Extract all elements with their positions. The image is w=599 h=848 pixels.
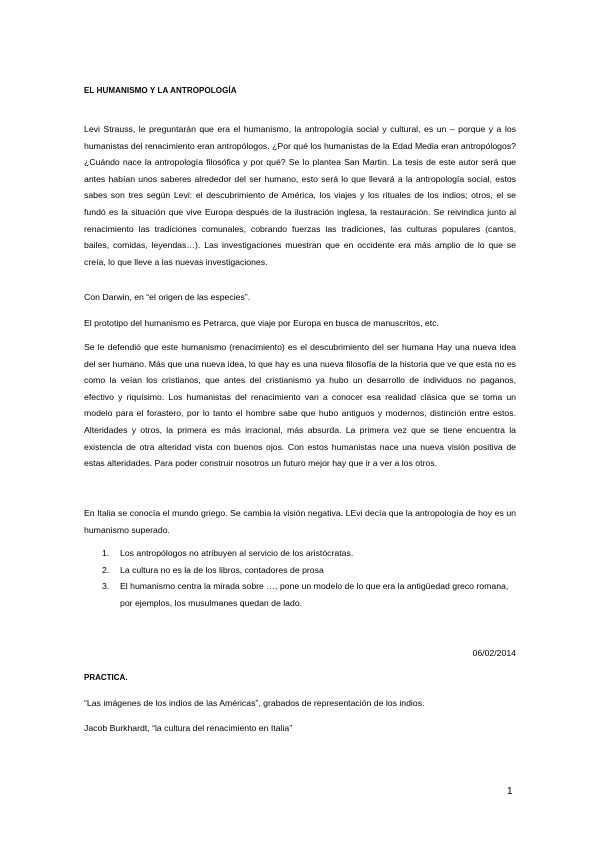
page-number: 1 <box>507 786 513 797</box>
list-item-text: La cultura no es la de los libros, contadores de prosa <box>120 564 324 575</box>
list-item-number: 3. <box>102 581 110 592</box>
list-item-text: El humanismo centra la mirada sobre …, pone un modelo de lo que era la antigüedad greco romana, por ejemplos, los musulmanes quedan de lado. <box>120 581 509 608</box>
practica-line: Jacob Burkhardt, “la cultura del renacimiento en Italia” <box>84 723 293 733</box>
list-item-number: 2. <box>102 564 110 575</box>
list-item <box>84 562 516 579</box>
list-item <box>84 578 516 611</box>
document-title: EL HUMANISMO Y LA ANTROPOLOGÍA <box>84 86 237 95</box>
list-item <box>84 545 516 562</box>
paragraph-renacimiento: Se le defendió que este humanismo (renacimiento) es el descubrimiento del ser humana Hay una nueva idea del ser humano. Más que una nueva idea, lo que hay es una nueva filosofía de la historia que ve que esta no es como la veían los cristianos, que antes del cristianismo ya hubo un desarrollo de individuos no paganos, efectivo y riquísimo. Los humanistas del renacimiento van a conocer esa realidad clásica que se toma un modelo para el forastero, por lo tanto el hombre sabe que hubo antiguos y modernos, distinción entre estos. Alteridades y otros, la primera es más irracional, más absurda. La primera vez que se tiene encuentra la existencia de otra alteridad vista con buenos ojos. Con estos humanistas nace una nueva visión positiva de estas alteridades. Para poder construir nosotros un futuro mejor hay que ir a ver a los otros. <box>84 342 516 469</box>
list-item-text: Los antropólogos no atribuyen al servicio de los aristócratas. <box>120 548 354 558</box>
numbered-list <box>84 545 516 611</box>
list-item-number: 1. <box>102 548 110 558</box>
paragraph-petrarca: El prototipo del humanismo es Petrarca, que viaje por Europa en busca de manuscritos, etc. <box>84 318 439 328</box>
paragraph-darwin: Con Darwin, en “el origen de las especies”. <box>84 292 251 302</box>
practica-heading: PRACTICA. <box>84 673 128 682</box>
date-label: 06/02/2014 <box>472 648 516 658</box>
paragraph-italia: En Italia se conocía el mundo griego. Se cambia la visión negativa. LEvi decía que la antropología de hoy es un humanismo superado. <box>84 508 516 535</box>
practica-line: “Las imágenes de los indios de las Américas”, grabados de representación de los indios. <box>84 698 425 708</box>
paragraph-levi-strauss: Levi Strauss, le preguntarán que era el humanismo, la antropología social y cultural, es un – porque y a los humanistas del renacimiento eran antropólogos. ¿Por qué los humanistas de la Edad Media eran antropólogos? ¿Cuándo nace la antropología filosófica y por qué? Se lo plantea San Martin. La tesis de este autor será que antes habían unos saberes alrededor del ser humano, esto será lo que llevará a la antropología social, estos sabes son tres según Levi: el descubrimiento de América, los viajes y los rituales de los indios; otros, el se fundó es la situación que vive Europa después de la ilustración inglesa, la restauración. Se reivindica junto al renacimiento las tradiciones comunales, cobrando fuerzas las tradiciones, las culturas populares (cantos, bailes, comidas, leyendas…). Las investigaciones muestran que en occidente era más amplio de lo que se creía, lo que lleve a las nuevas investigaciones. <box>84 124 516 267</box>
